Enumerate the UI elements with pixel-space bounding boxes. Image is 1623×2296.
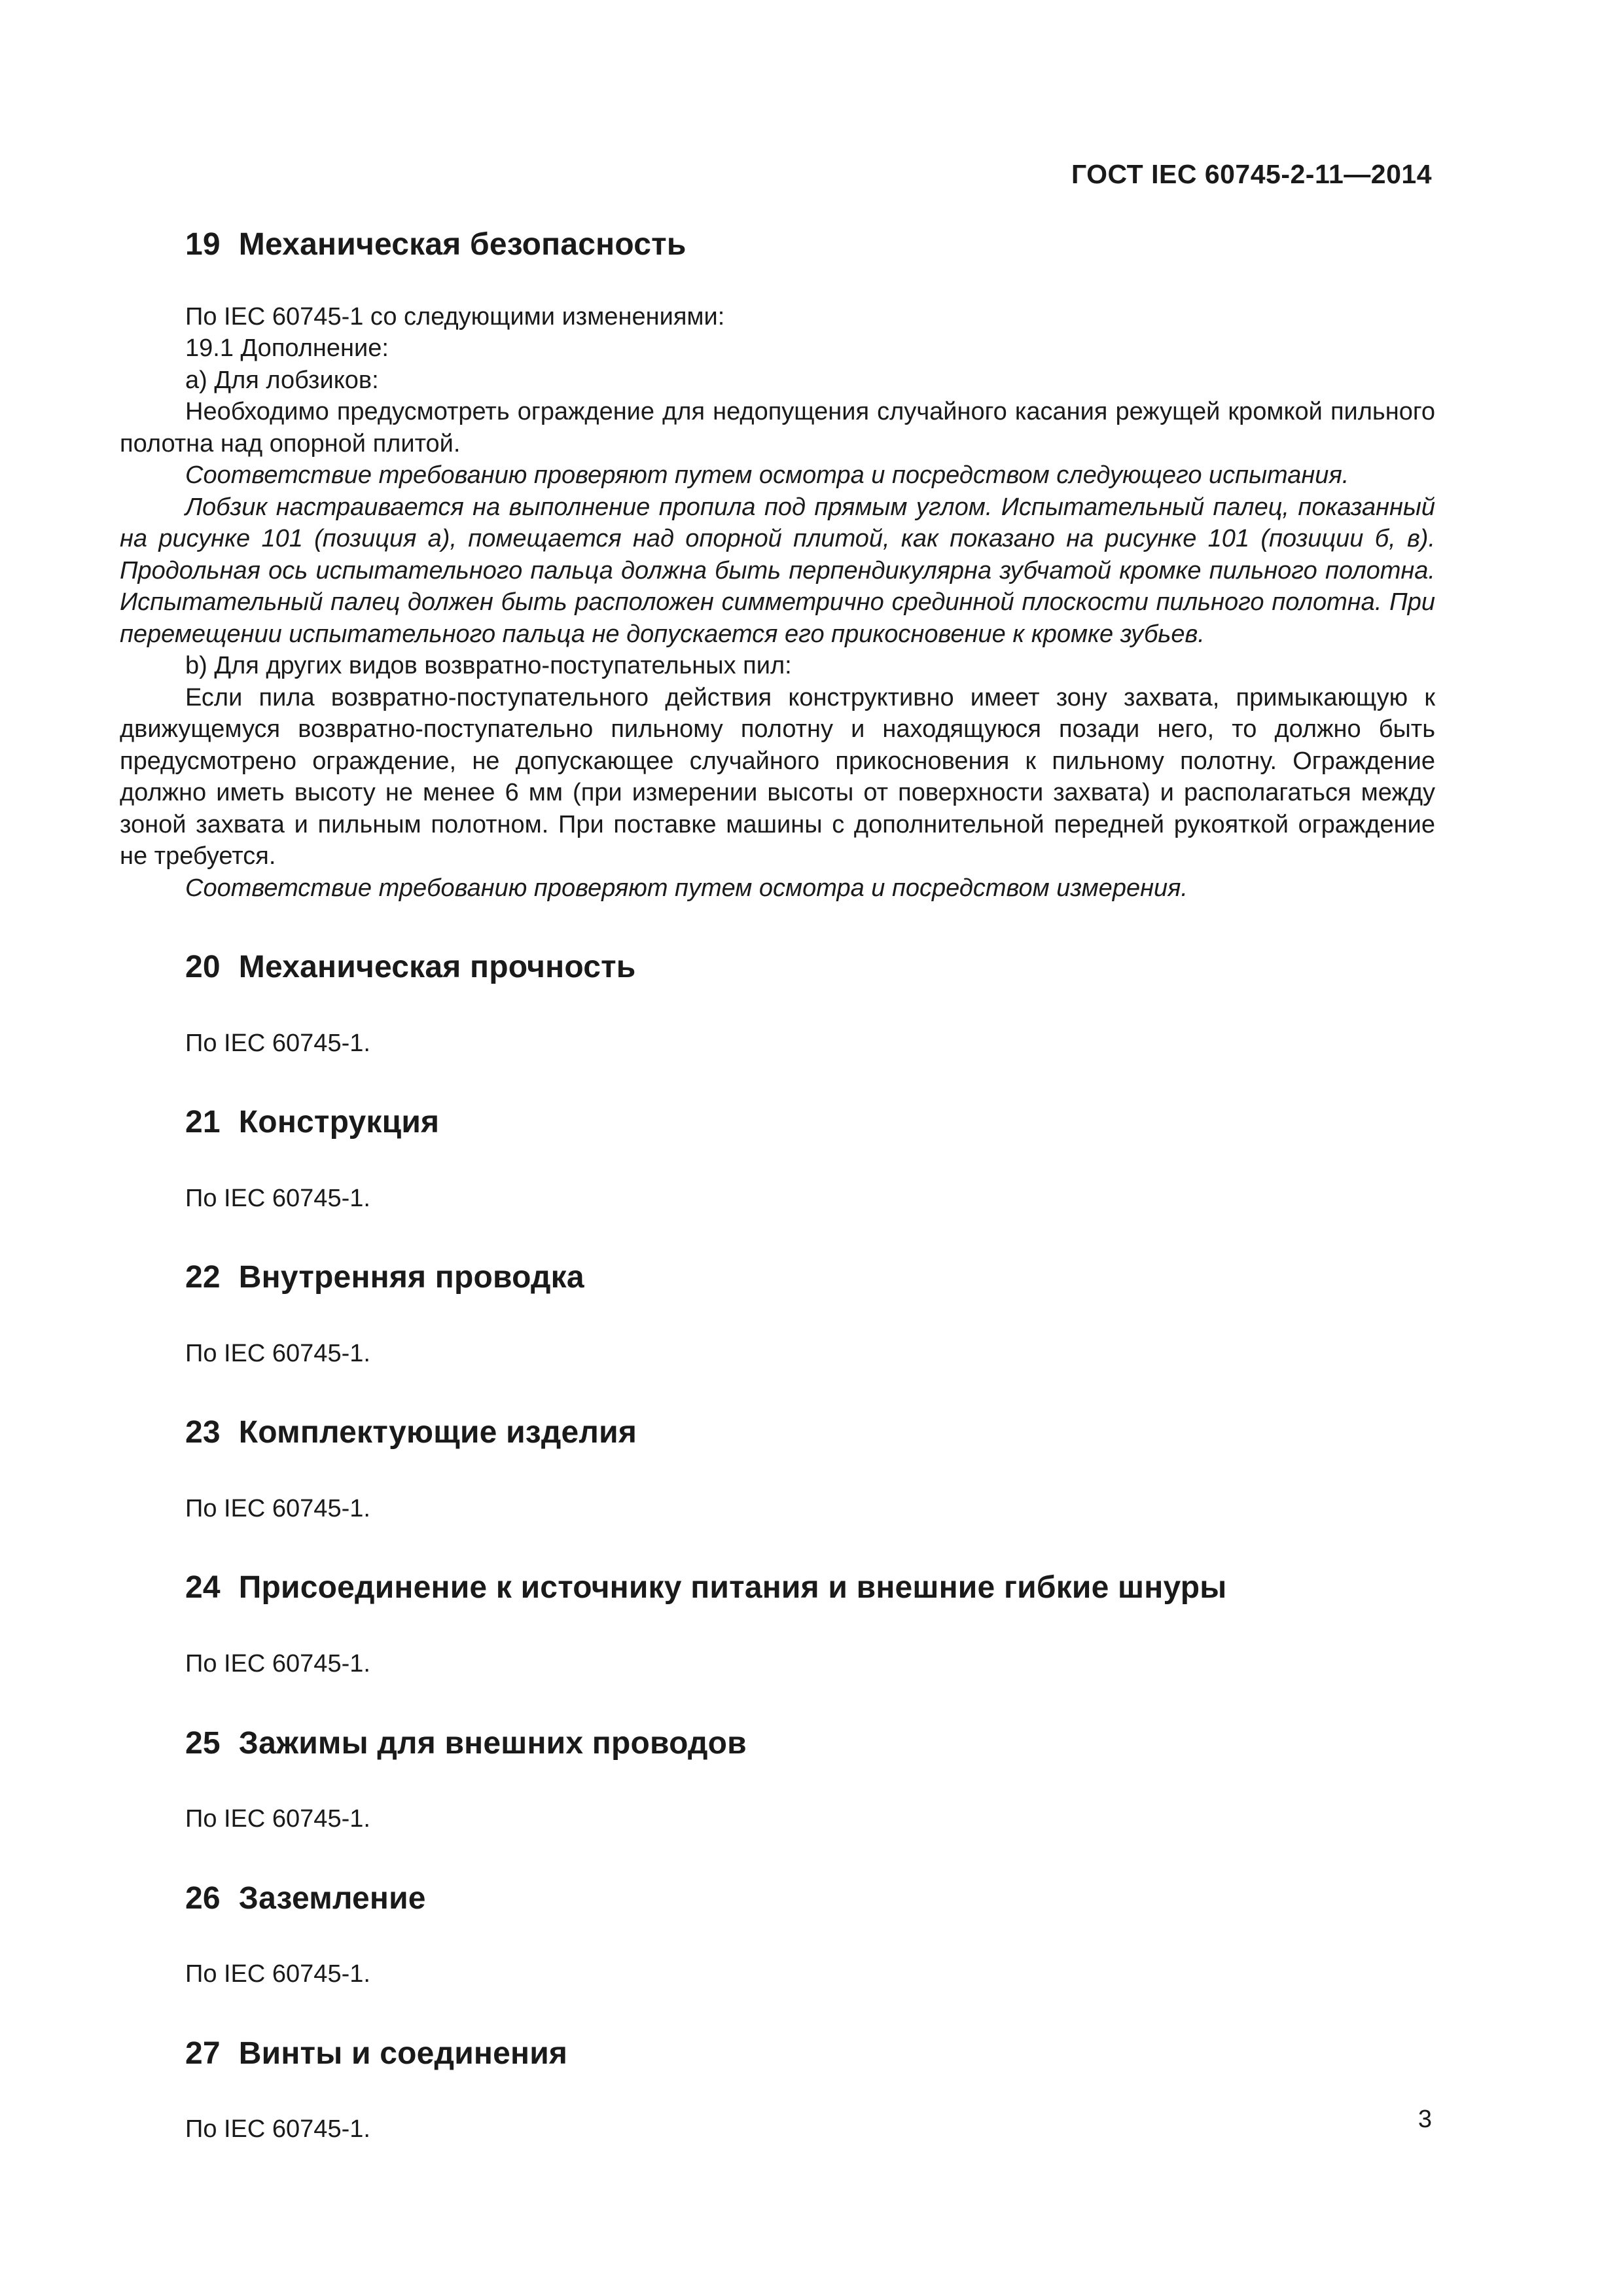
section-21 xyxy=(120,1103,1435,1214)
section-heading xyxy=(120,1259,1435,1297)
item-a-label: а) Для лобзиков: xyxy=(185,366,379,394)
section-number: 23 xyxy=(185,1415,221,1450)
section-number: 21 xyxy=(185,1105,221,1140)
section-title: Внутренняя проводка xyxy=(238,1260,584,1295)
section-text: По IEC 60745-1. xyxy=(185,1339,370,1367)
item-b-label: b) Для других видов возвратно-поступательных пил: xyxy=(185,652,792,680)
section-number: 22 xyxy=(185,1260,221,1295)
item-a-paragraph-1: Необходимо предусмотреть ограждение для недопущения случайного касания режущей кромкой пильного полотна над опорной плитой. xyxy=(120,398,1435,457)
section-title: Винты и соединения xyxy=(238,2036,568,2071)
section-heading xyxy=(120,948,1435,986)
section-number: 26 xyxy=(185,1880,221,1916)
section-text: По IEC 60745-1. xyxy=(185,2115,370,2144)
section-number: 20 xyxy=(185,950,221,985)
section-title: Заземление xyxy=(238,1880,426,1916)
section-text: По IEC 60745-1. xyxy=(185,1184,370,1212)
section-19 xyxy=(120,226,1435,904)
section-text: По IEC 60745-1. xyxy=(185,1960,370,1988)
section-number: 25 xyxy=(185,1725,221,1761)
section-intro: По IEC 60745-1 со следующими изменениями: xyxy=(185,302,725,331)
section-heading xyxy=(120,1880,1435,1918)
section-heading xyxy=(120,1103,1435,1141)
section-text: По IEC 60745-1. xyxy=(185,1650,370,1678)
section-text: По IEC 60745-1. xyxy=(185,1805,370,1833)
section-heading xyxy=(120,1725,1435,1763)
subsection-191: 19.1 Дополнение: xyxy=(185,334,389,363)
section-heading xyxy=(120,2035,1435,2073)
section-text: По IEC 60745-1. xyxy=(185,1029,370,1057)
item-b-compliance: Соответствие требованию проверяют путем осмотра и посредством измерения. xyxy=(185,874,1188,902)
section-25 xyxy=(120,1725,1435,1835)
section-title: Зажимы для внешних проводов xyxy=(238,1725,747,1761)
section-number: 19 xyxy=(185,227,221,262)
section-24 xyxy=(120,1569,1435,1679)
section-22 xyxy=(120,1259,1435,1369)
section-26 xyxy=(120,1880,1435,1990)
section-27 xyxy=(120,2035,1435,2145)
section-23 xyxy=(120,1414,1435,1524)
section-title: Механическая прочность xyxy=(238,950,636,985)
document-body xyxy=(120,226,1435,2145)
section-title: Комплектующие изделия xyxy=(238,1415,637,1450)
section-text: По IEC 60745-1. xyxy=(185,1494,370,1522)
standard-code-header: ГОСТ IEC 60745-2-11—2014 xyxy=(1071,159,1432,189)
section-number: 27 xyxy=(185,2036,221,2071)
section-title: Присоединение к источнику питания и внешние гибкие шнуры xyxy=(238,1570,1227,1605)
section-number: 24 xyxy=(185,1570,221,1605)
item-a-compliance: Соответствие требованию проверяют путем осмотра и посредством следующего испытания. xyxy=(185,461,1349,490)
section-heading xyxy=(120,1414,1435,1452)
section-title: Конструкция xyxy=(238,1105,440,1140)
section-heading xyxy=(120,226,1435,264)
item-a-test-procedure: Лобзик настраивается на выполнение пропила под прямым углом. Испытательный палец, показанный на рисунке 101 (позиция а), помещается над опорной плитой, как показано на рисунке 101 (позиции б, в). Продольная ось испытательного пальца должна быть перпендикулярна зубчатой кромке пильного полотна. Испытательный палец должен быть расположен симметрично срединной плоскости пильного полотна. При перемещении испытательного пальца не допускается его прикосновение к кромке зубьев. xyxy=(120,493,1435,648)
page-number: 3 xyxy=(1418,2106,1432,2133)
section-title: Механическая безопасность xyxy=(238,227,687,262)
item-b-paragraph-1: Если пила возвратно-поступательного действия конструктивно имеет зону захвата, примыкающую к движущемуся возвратно-поступательно пильному полотну и находящуюся позади него, то должно быть предусмотрено ограждение, не допускающее случайного прикосновения к пильному полотну. Ограждение должно иметь высоту не менее 6 мм (при измерении высоты от поверхности захвата) и располагаться между зоной захвата и пильным полотном. При поставке машины с дополнительной передней рукояткой ограждение не требуется. xyxy=(120,683,1435,870)
section-heading xyxy=(120,1569,1435,1607)
section-20 xyxy=(120,948,1435,1059)
